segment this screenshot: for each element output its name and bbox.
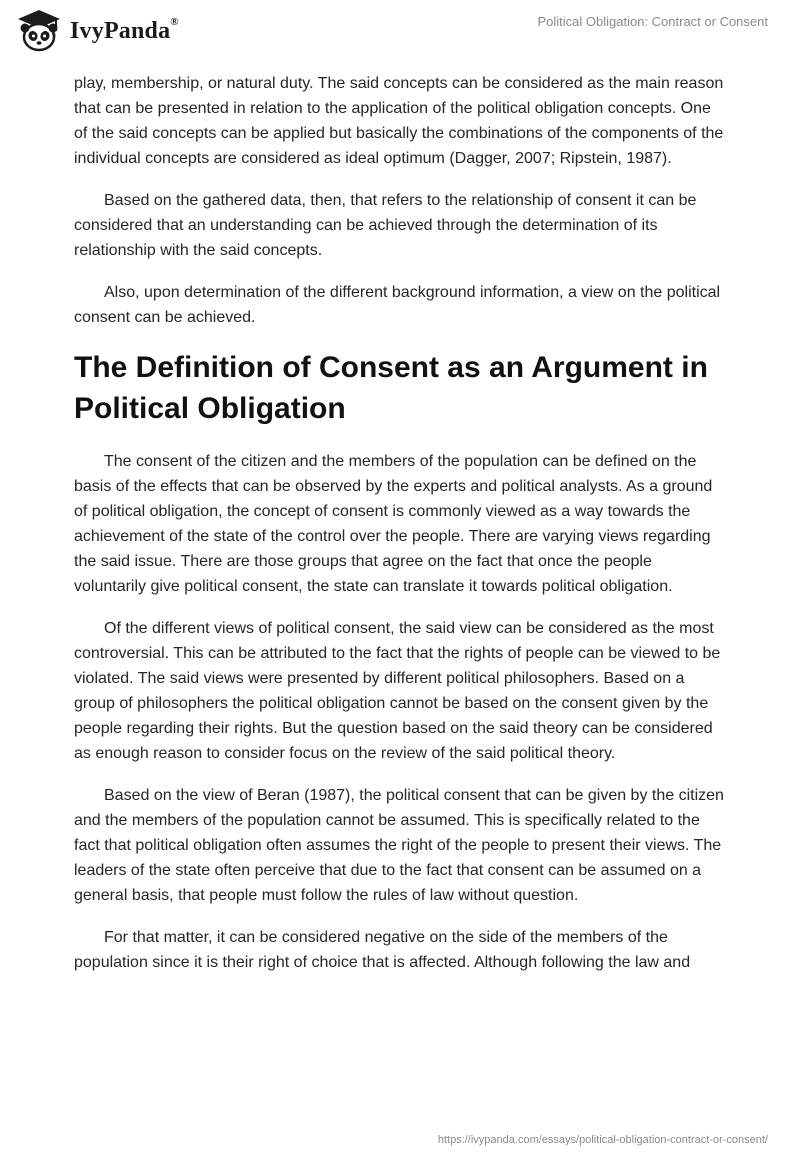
- ivypanda-logo[interactable]: [14, 8, 179, 54]
- paragraph-continued: play, membership, or natural duty. The said concepts can be considered as the main reason that can be presented in relation to the application of the political obligation concepts. One of the said concepts can be applied but basically the combinations of the components of the individual concepts are considered as ideal optimum (Dagger, 2007; Ripstein, 1987).: [74, 75, 724, 167]
- paragraph: Of the different views of political consent, the said view can be considered as the most controversial. This can be attributed to the fact that the rights of people can be viewed to be violated. The said views were presented by different political philosophers. Based on a group of philosophers the political obligation cannot be based on the consent given by the people regarding their rights. But the question based on the said theory can be considered as enough reason to consider focus on the review of the said political theory.: [74, 620, 721, 762]
- paragraph: Based on the gathered data, then, that refers to the relationship of consent it can be considered that an understanding can be achieved through the determination of its relationship with the said concepts.: [74, 192, 697, 259]
- panda-logo-icon: [14, 8, 64, 54]
- page-header: [0, 0, 800, 70]
- brand-name: IvyPanda: [70, 17, 171, 44]
- source-url[interactable]: https://ivypanda.com/essays/political-obligation-contract-or-consent/: [437, 1134, 768, 1146]
- section-heading: The Definition of Consent as an Argument in Political Obligation: [74, 351, 708, 425]
- paragraph: Based on the view of Beran (1987), the political consent that can be given by the citizen and the members of the population cannot be assumed. This is specifically related to the fact that political obligation often assumes the right of the people to present their views. The leaders of the state often perceive that due to the fact that consent can be assumed on a general basis, that people must follow the rules of law without question.: [74, 787, 724, 904]
- registered-mark: ®: [170, 15, 179, 28]
- paragraph: For that matter, it can be considered negative on the side of the members of the population since it is their right of choice that is affected. Although following the law and: [74, 929, 691, 971]
- document-title: Political Obligation: Contract or Consent: [537, 14, 768, 29]
- essay-body: [74, 71, 724, 992]
- paragraph: The consent of the citizen and the members of the population can be defined on the basis of the effects that can be observed by the experts and political analysts. As a ground of political obligation, the concept of consent is commonly viewed as a way towards the achievement of the state of the control over the people. There are varying views regarding the said issue. There are those groups that agree on the fact that once the people voluntarily give political consent, the state can translate it towards political obligation.: [74, 453, 713, 595]
- paragraph: Also, upon determination of the different background information, a view on the political consent can be achieved.: [74, 284, 721, 326]
